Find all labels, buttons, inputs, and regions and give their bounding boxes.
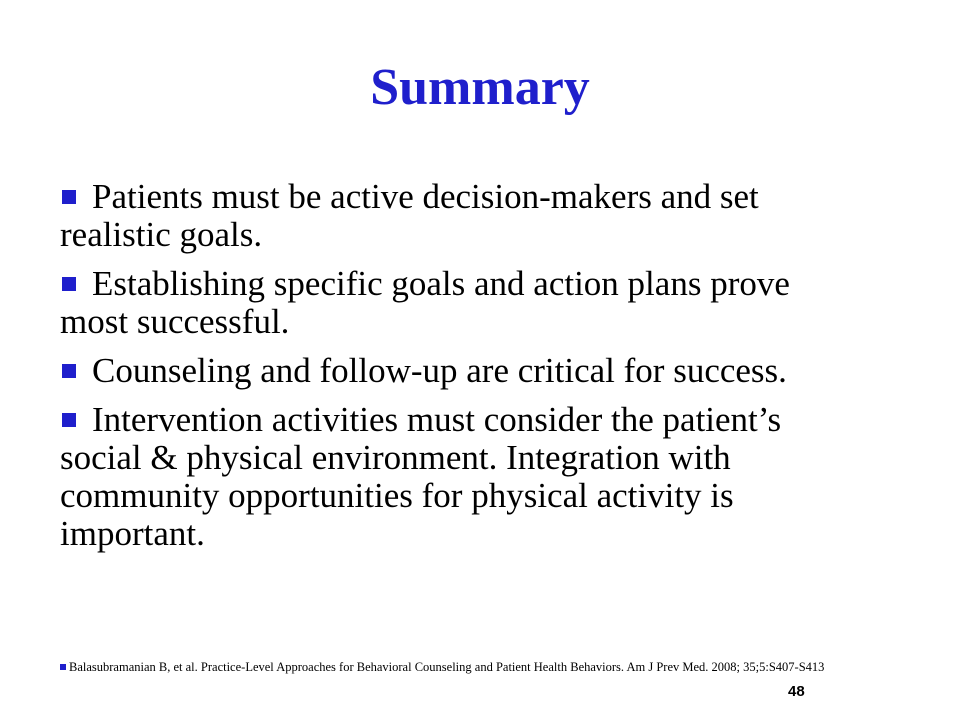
bullet-list xyxy=(60,178,860,564)
reference-footnote xyxy=(60,660,910,674)
bullet-text: Intervention activities must consider the patient’s social & physical environment. Integration with community opportunities for physical activity is important. xyxy=(60,400,782,553)
bullet-text: Establishing specific goals and action plans prove most successful. xyxy=(60,264,790,341)
bullet-item xyxy=(60,265,860,341)
footnote-text: Balasubramanian B, et al. Practice-Level Approaches for Behavioral Counseling and Patient Health Behaviors. Am J Prev Med. 2008; 35;5:S407-S413 xyxy=(69,660,825,674)
square-bullet-icon xyxy=(62,413,76,427)
bullet-text: Counseling and follow-up are critical for success. xyxy=(92,351,787,390)
bullet-text: Patients must be active decision-makers and set realistic goals. xyxy=(60,177,759,254)
square-bullet-icon xyxy=(62,277,76,291)
square-bullet-icon xyxy=(62,190,76,204)
page-number: 48 xyxy=(788,683,805,700)
square-bullet-icon xyxy=(60,664,66,670)
bullet-item xyxy=(60,352,860,390)
bullet-item xyxy=(60,401,860,553)
slide-title: Summary xyxy=(370,59,590,116)
bullet-item xyxy=(60,178,860,254)
square-bullet-icon xyxy=(62,364,76,378)
